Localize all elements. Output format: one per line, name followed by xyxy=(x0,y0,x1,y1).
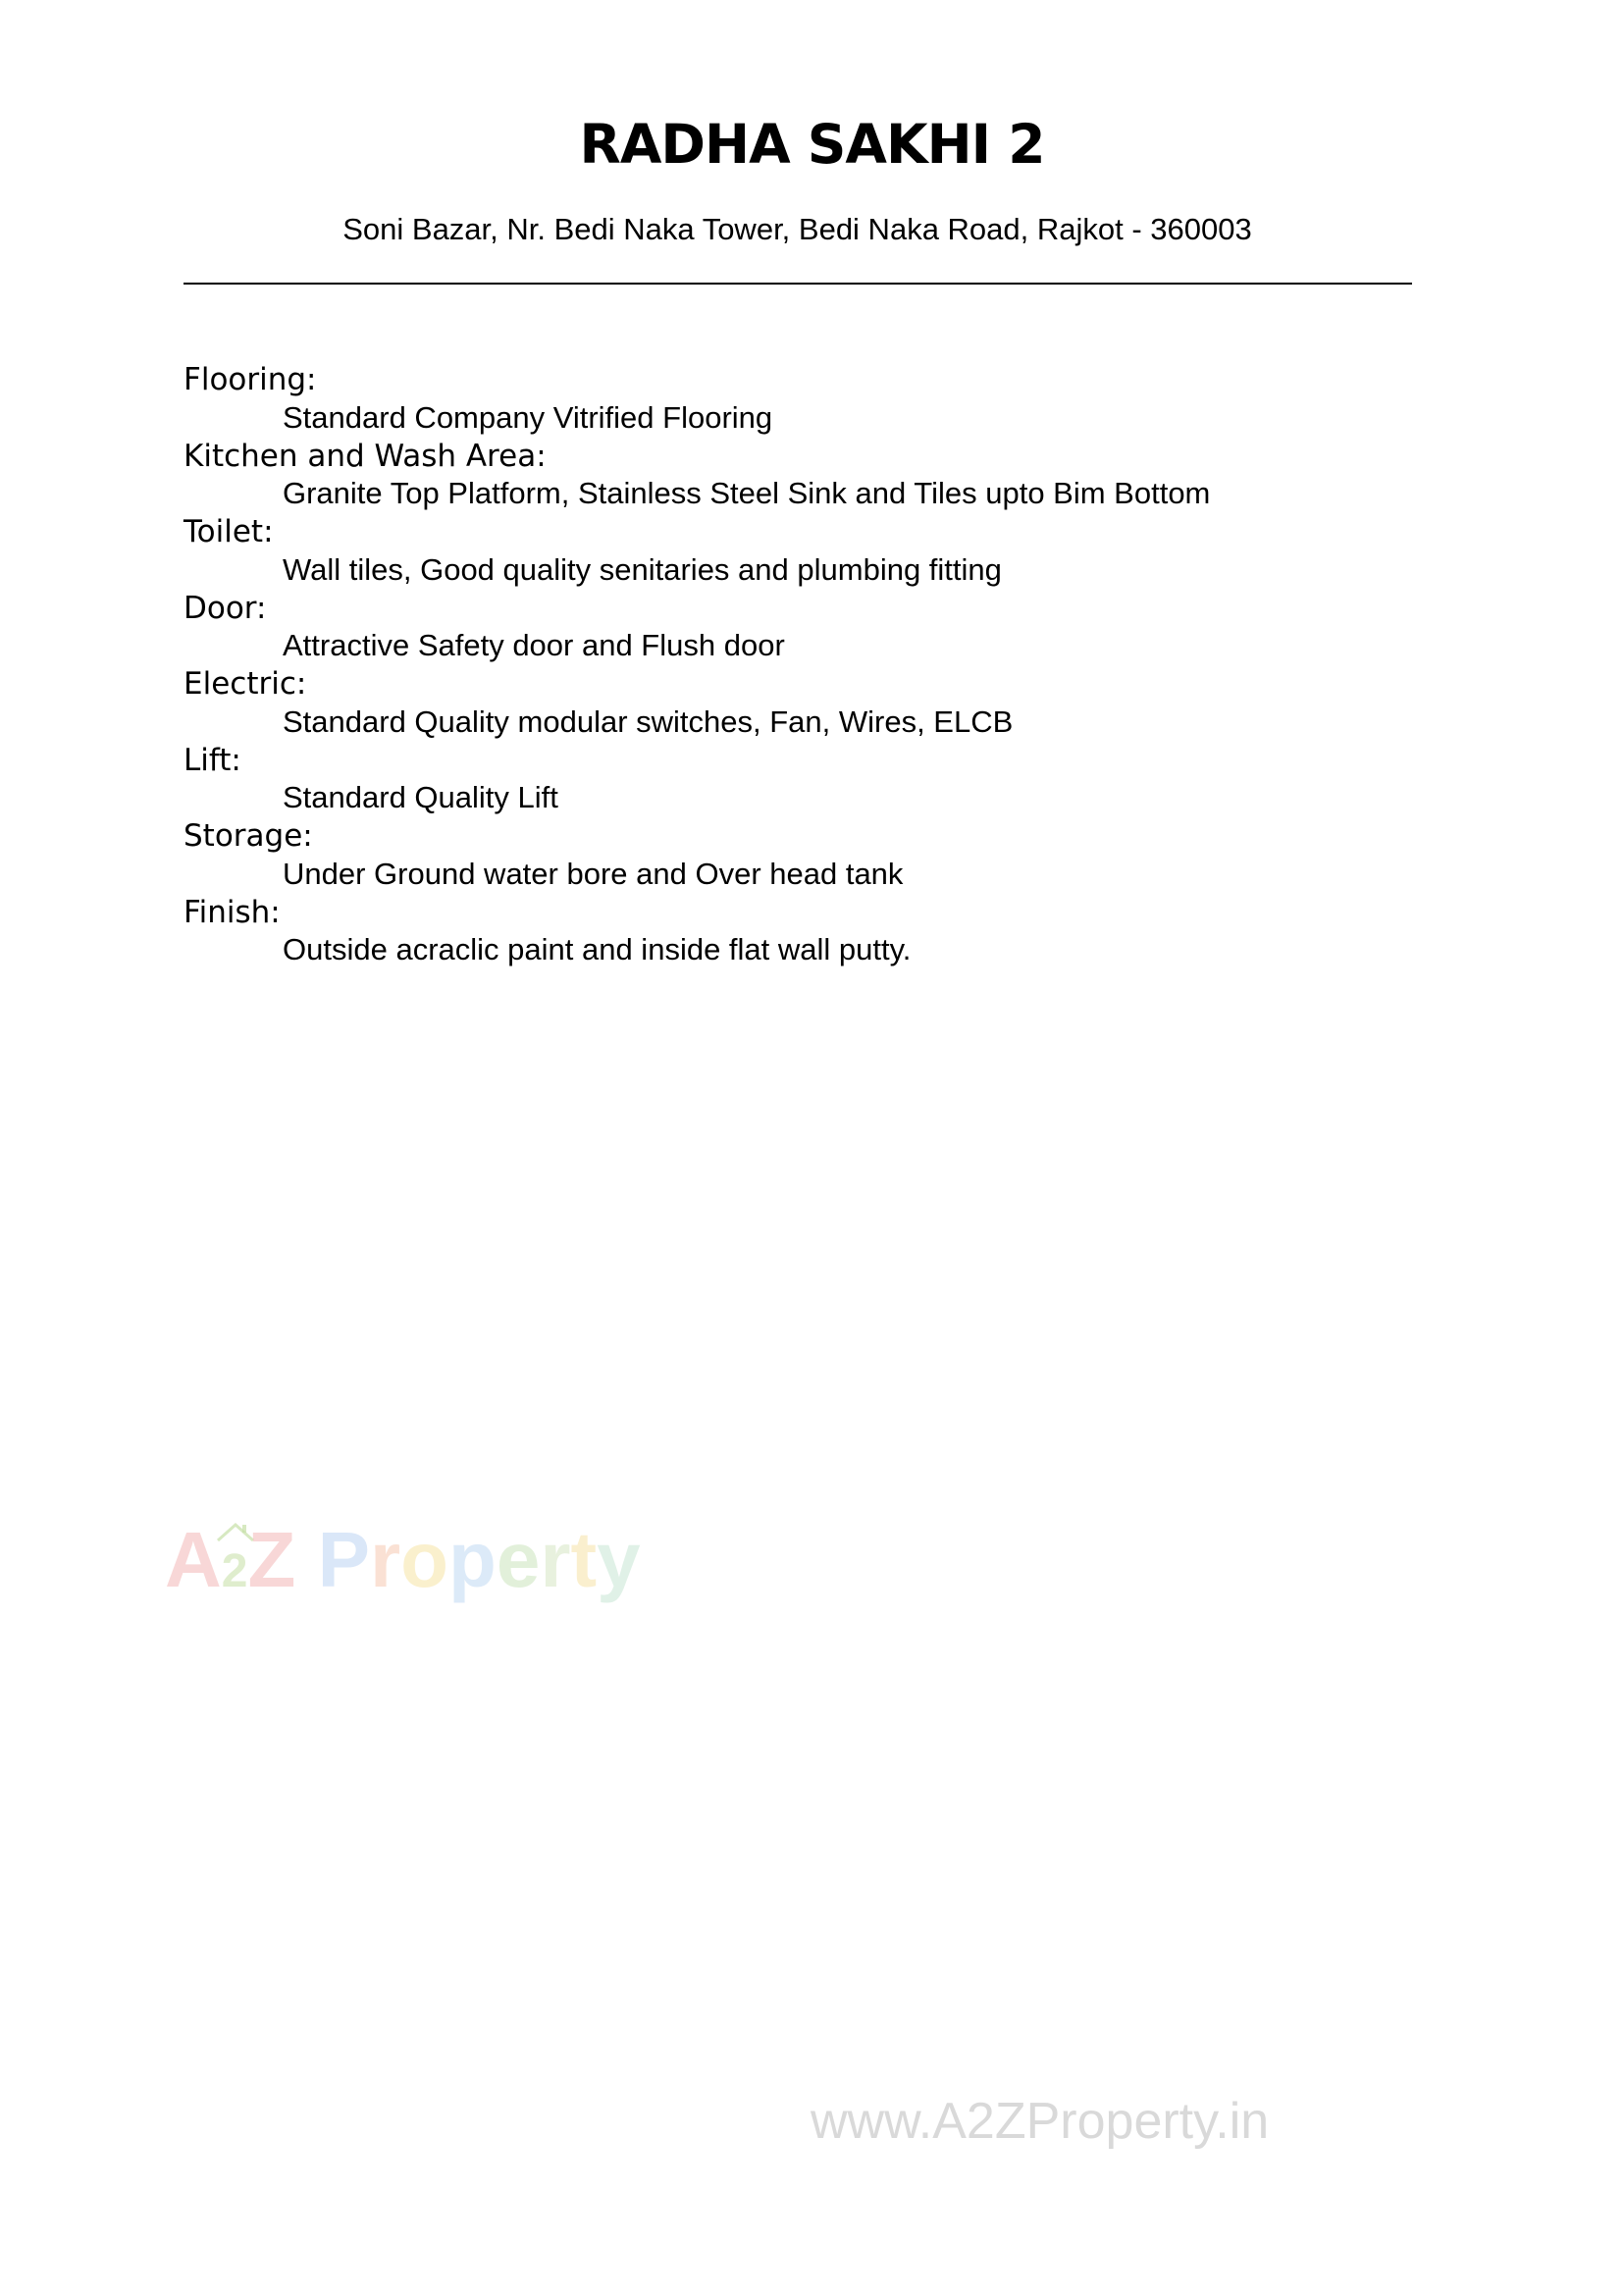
page-title: RADHA SAKHI 2 xyxy=(579,113,1045,176)
spec-value: Standard Quality modular switches, Fan, Wires, ELCB xyxy=(283,704,1014,739)
page-address: Soni Bazar, Nr. Bedi Naka Tower, Bedi Naka Road, Rajkot - 360003 xyxy=(342,212,1252,246)
spec-item-finish xyxy=(183,894,1459,970)
spec-value: Granite Top Platform, Stainless Steel Sink and Tiles upto Bim Bottom xyxy=(283,476,1211,511)
spec-value: Standard Quality Lift xyxy=(283,780,558,815)
spec-item-lift xyxy=(183,742,1459,818)
spec-label: Toilet: xyxy=(183,514,274,549)
spec-value: Standard Company Vitrified Flooring xyxy=(283,399,773,435)
spec-item-door xyxy=(183,590,1459,666)
header-divider xyxy=(183,283,1412,285)
spec-value: Under Ground water bore and Over head tank xyxy=(283,856,904,891)
spec-item-kitchen xyxy=(183,438,1459,514)
spec-value: Attractive Safety door and Flush door xyxy=(283,628,785,663)
a2z-logo-watermark: A2Z Property xyxy=(165,1516,641,1603)
spec-item-storage xyxy=(183,817,1459,894)
spec-item-toilet xyxy=(183,513,1459,590)
spec-label: Finish: xyxy=(183,894,281,930)
spec-value: Wall tiles, Good quality senitaries and plumbing fitting xyxy=(283,551,1002,587)
spec-label: Storage: xyxy=(183,818,313,854)
specification-list xyxy=(183,361,1459,969)
spec-label: Door: xyxy=(183,590,267,626)
spec-label: Kitchen and Wash Area: xyxy=(183,438,547,474)
spec-label: Lift: xyxy=(183,742,241,778)
spec-label: Electric: xyxy=(183,666,307,702)
spec-item-electric xyxy=(183,665,1459,742)
website-url-watermark: www.A2ZProperty.in xyxy=(811,2093,1270,2150)
spec-label: Flooring: xyxy=(183,362,317,397)
spec-item-flooring xyxy=(183,361,1459,438)
spec-value: Outside acraclic paint and inside flat wall putty. xyxy=(283,932,912,967)
